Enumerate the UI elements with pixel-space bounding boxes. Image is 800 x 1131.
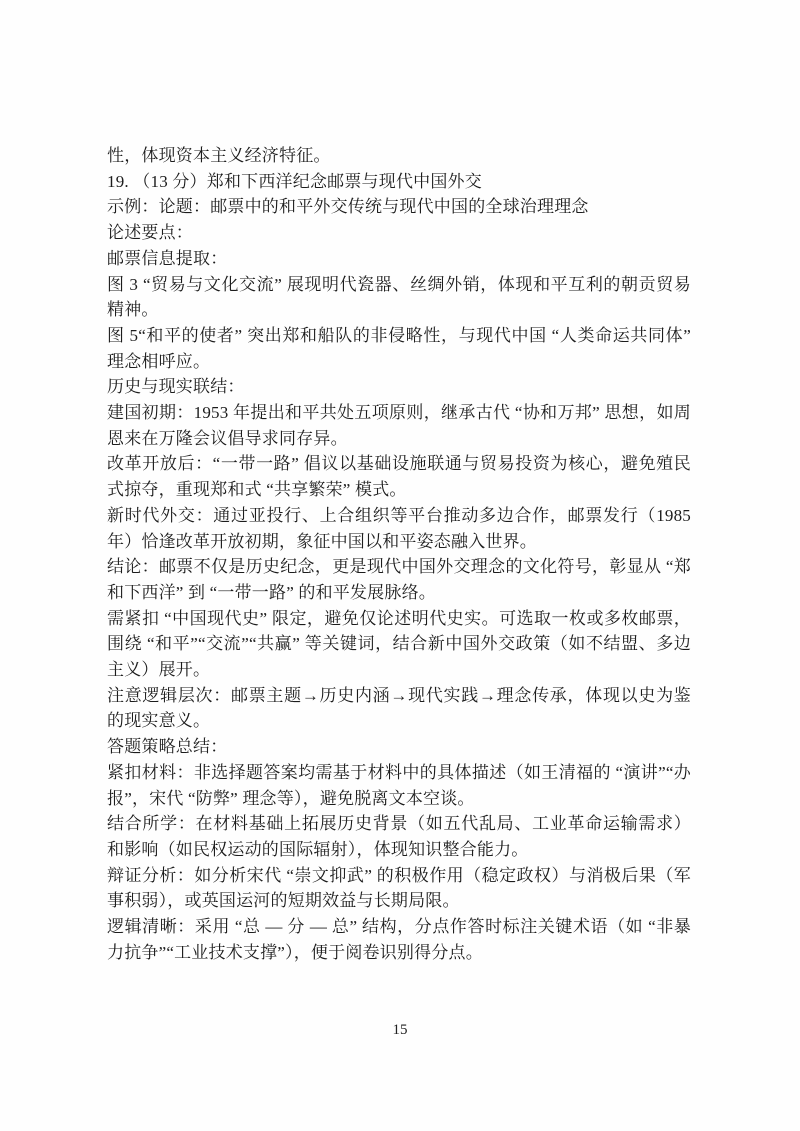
paragraph: 图 5“和平的使者” 突出郑和船队的非侵略性，与现代中国 “人类命运共同体” 理念相呼应。 [107, 325, 691, 371]
paragraph: 历史与现实联结： [107, 377, 245, 397]
paragraph: 改革开放后：“一带一路” 倡议以基础设施联通与贸易投资为核心，避免殖民式掠夺，重现郑和式 “共享繁荣” 模式。 [107, 454, 691, 500]
paragraph: 19. （13 分）郑和下西洋纪念邮票与现代中国外交 [107, 171, 482, 191]
page-number: 15 [392, 1022, 408, 1038]
paragraph: 图 3 “贸易与文化交流” 展现明代瓷器、丝绸外销，体现和平互利的朝贡贸易精神。 [107, 274, 691, 320]
paragraph: 注意逻辑层次：邮票主题→历史内涵→现代实践→理念传承，体现以史为鉴的现实意义。 [107, 685, 691, 731]
paragraph: 结合所学：在材料基础上拓展历史背景（如五代乱局、工业革命运输需求）和影响（如民权运动的国际辐射），体现知识整合能力。 [107, 814, 691, 859]
paragraph: 邮票信息提取： [107, 248, 228, 268]
paragraph: 需紧扣 “中国现代史” 限定，避免仅论述明代史实。可选取一枚或多枚邮票，围绕 “和平”“交流”“共赢” 等关键词，结合新中国外交政策（如不结盟、多边主义）展开。 [107, 608, 691, 680]
paragraph: 论述要点： [107, 223, 193, 243]
paragraph: 建国初期：1953 年提出和平共处五项原则，继承古代 “协和万邦” 思想，如周恩来在万隆会议倡导求同存异。 [107, 403, 691, 448]
paragraph: 新时代外交：通过亚投行、上合组织等平台推动多边合作，邮票发行（1985 年）恰逢改革开放初期，象征中国以和平姿态融入世界。 [107, 505, 691, 551]
document-body [107, 143, 691, 966]
paragraph: 答题策略总结： [107, 737, 228, 757]
paragraph: 示例：论题：邮票中的和平外交传统与现代中国的全球治理理念 [107, 197, 589, 217]
paragraph: 紧扣材料：非选择题答案均需基于材料中的具体描述（如王清福的 “演讲”“办报”，宋代 “防弊” 理念等），避免脱离文本空谈。 [107, 762, 691, 808]
paragraph: 辩证分析：如分析宋代 “崇文抑武” 的积极作用（稳定政权）与消极后果（军事积弱），或英国运河的短期效益与长期局限。 [107, 865, 691, 911]
paragraph: 逻辑清晰：采用 “总 — 分 — 总” 结构，分点作答时标注关键术语（如 “非暴力抗争”“工业技术支撑”），便于阅卷识别得分点。 [107, 917, 691, 962]
paragraph: 结论：邮票不仅是历史纪念，更是现代中国外交理念的文化符号，彰显从 “郑和下西洋” 到 “一带一路” 的和平发展脉络。 [107, 557, 691, 602]
paragraph: 性，体现资本主义经济特征。 [107, 146, 331, 165]
